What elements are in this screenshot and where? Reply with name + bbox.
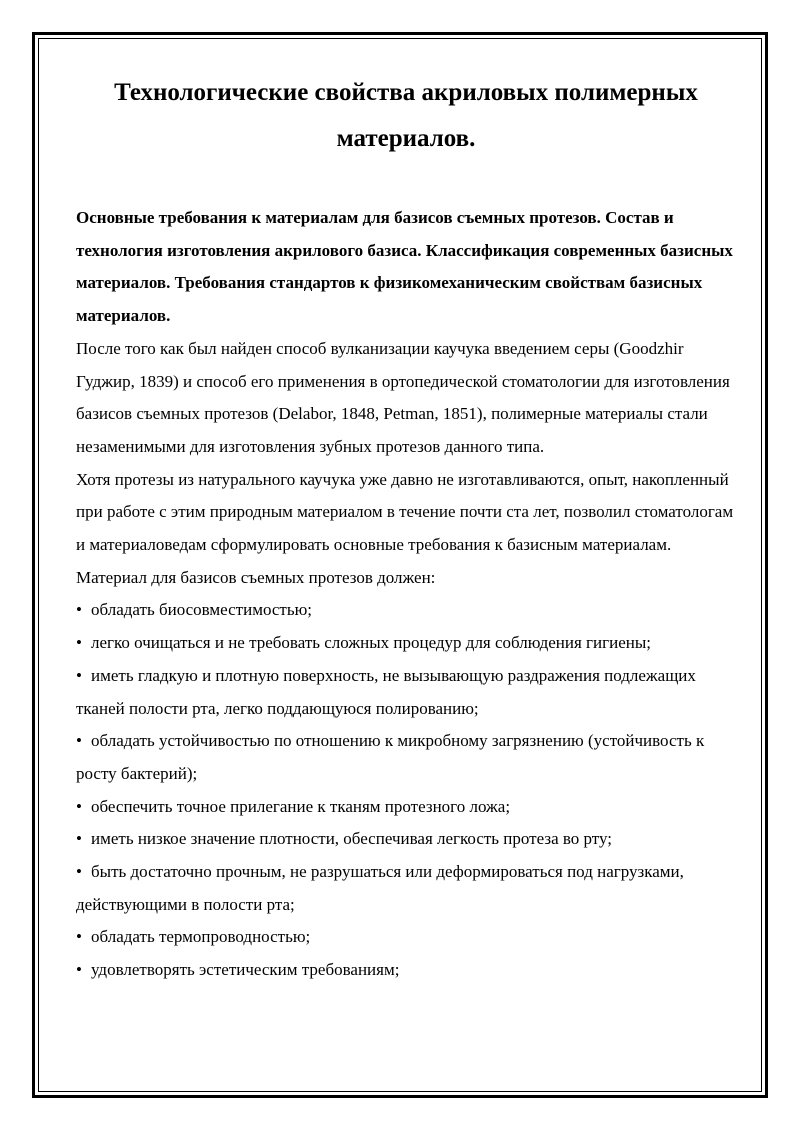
paragraph-history: После того как был найден способ вулканизации каучука введением серы (Goodzhir Гуджир, 1839) и способ его применения в ортопедической стоматологии для изготовления базисов съемных протезов (Delabor, 1848, Petman, 1851), полимерные материалы стали незаменимыми для изготовления зубных протезов данного типа.: [76, 338, 730, 456]
list-item: [76, 791, 736, 824]
section-subtitle: Основные требования к материалам для базисов съемных протезов. Состав и технология изготовления акрилового базиса. Классификация современных базисных материалов. Требования стандартов к физикомеханическим свойствам базисных материалов.: [76, 208, 733, 326]
list-item-text: иметь низкое значение плотности, обеспечивая легкость протеза во рту;: [91, 829, 613, 849]
bullet-icon: •: [76, 960, 82, 980]
list-item-text: быть достаточно прочным, не разрушаться или деформироваться под нагрузками, действующими в полости рта;: [76, 862, 684, 914]
title-spacer: [76, 162, 736, 202]
list-item: [76, 725, 736, 790]
list-item: [76, 594, 736, 627]
list-item-text: обладать биосовместимостью;: [91, 600, 313, 620]
list-item: [76, 921, 736, 954]
requirements-list: [76, 594, 736, 986]
paragraph-requirements-intro: Хотя протезы из натурального каучука уже давно не изготавливаются, опыт, накопленный при работе с этим природным материалом в течение почти ста лет, позволил стоматологам и материаловедам сформулировать основные требования к базисным материалам. Материал для базисов съемных протезов должен:: [76, 469, 734, 587]
bullet-icon: •: [76, 731, 82, 751]
document-body: [76, 70, 736, 987]
list-item-text: легко очищаться и не требовать сложных процедур для соблюдения гигиены;: [91, 633, 651, 653]
list-item-text: обеспечить точное прилегание к тканям протезного ложа;: [91, 796, 511, 816]
list-item: [76, 627, 736, 660]
list-item-text: обладать термопроводностью;: [91, 927, 311, 947]
document-title: Технологические свойства акриловых полимерных материалов.: [114, 79, 698, 152]
list-item: [76, 823, 736, 856]
list-item-text: удовлетворять эстетическим требованиям;: [91, 960, 400, 980]
list-item: [76, 660, 736, 725]
bullet-icon: •: [76, 927, 82, 947]
bullet-icon: •: [76, 600, 82, 620]
bullet-icon: •: [76, 829, 82, 849]
list-item: [76, 954, 736, 987]
list-item-text: обладать устойчивостью по отношению к микробному загрязнению (устойчивость к росту бактерий);: [76, 731, 705, 783]
bullet-icon: •: [76, 633, 82, 653]
bullet-icon: •: [76, 665, 82, 685]
list-item-text: иметь гладкую и плотную поверхность, не вызывающую раздражения подлежащих тканей полости рта, легко поддающуюся полированию;: [76, 665, 696, 718]
bullet-icon: •: [76, 796, 82, 816]
bullet-icon: •: [76, 862, 82, 882]
list-item: [76, 856, 736, 921]
